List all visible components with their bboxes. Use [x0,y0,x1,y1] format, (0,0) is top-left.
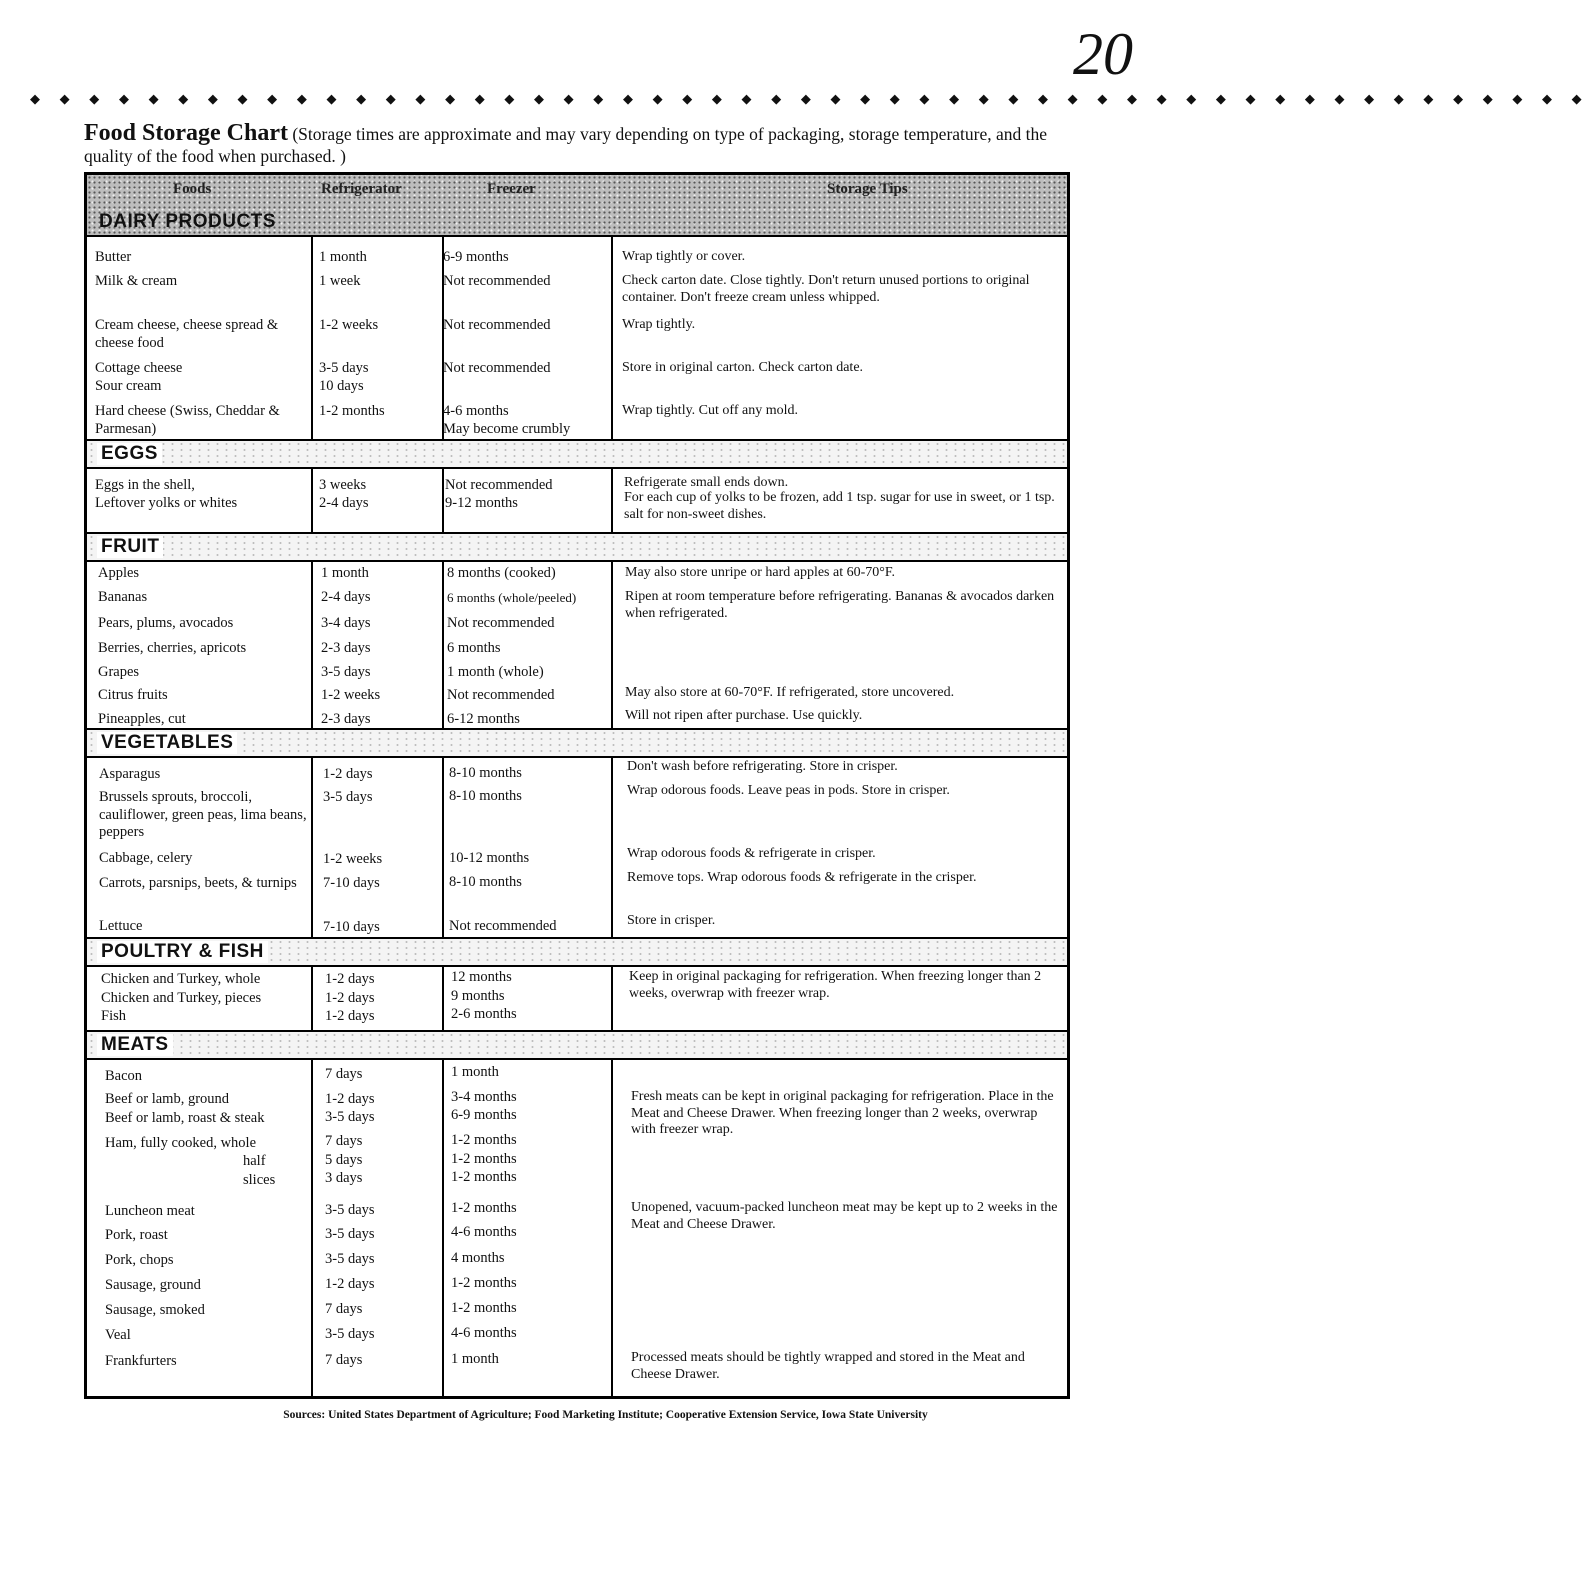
meat-food-8: Pork, chops [105,1252,174,1268]
eggs-fridge-0: 3 weeks [319,477,367,493]
dairy-fridge-5: 1-2 months [319,403,385,419]
dairy-freezer-4: 4-6 months [443,403,509,419]
dairy-food-3: Cottage cheese [95,360,183,376]
fruit-food-4: Grapes [98,664,140,680]
fruit-freezer-1: 6 months (whole/peeled) [447,590,577,605]
poultry-fridge-1: 1-2 days [325,990,375,1006]
meat-fridge-11: 3-5 days [325,1326,375,1342]
meat-freezer-8: 4 months [451,1250,505,1266]
eggs-tip-1: For each cup of yolks to be frozen, add 1 tsp. sugar for use in sweet, or 1 tsp. salt for non-sweet dishes. [624,490,1055,522]
meat-food-9: Sausage, ground [105,1277,201,1293]
eggs-food-0: Eggs in the shell, [95,477,195,493]
meat-food-3: Ham, fully cooked, whole [105,1135,257,1151]
meat-fridge-1: 1-2 days [325,1091,375,1107]
meat-freezer-2: 6-9 months [451,1107,517,1123]
dairy-food-4: Sour cream [95,378,162,394]
poultry-freezer-1: 9 months [451,988,505,1004]
column-divider-3 [611,175,613,1396]
meat-food-12: Frankfurters [105,1353,177,1369]
section-bar-meats [87,1030,1067,1060]
meat-freezer-4: 1-2 months [451,1151,517,1167]
fruit-freezer-3: 6 months [447,640,501,656]
title-block [84,122,1074,167]
header-band [87,175,1067,237]
meat-tip-1: Unopened, vacuum-packed luncheon meat may be kept up to 2 weeks in the Meat and Cheese Drawer. [631,1200,1058,1232]
chart-title: Food Storage Chart [84,120,288,146]
fruit-fridge-4: 3-5 days [321,664,371,680]
eggs-food-1: Leftover yolks or whites [95,495,238,511]
meat-freezer-9: 1-2 months [451,1275,517,1291]
veg-tip-3: Remove tops. Wrap odorous foods & refrigerate in the crisper. [627,870,977,885]
dairy-food-5: Hard cheese (Swiss, Cheddar & Parmesan) [95,403,280,437]
meat-food-6: Luncheon meat [105,1203,195,1219]
meat-fridge-4: 5 days [325,1152,363,1168]
veg-food-4: Lettuce [99,918,143,934]
fruit-fridge-0: 1 month [321,565,369,581]
veg-freezer-4: Not recommended [449,918,557,934]
veg-food-3: Carrots, parsnips, beets, & turnips [99,875,297,891]
fruit-fridge-3: 2-3 days [321,640,371,656]
meat-fridge-8: 3-5 days [325,1251,375,1267]
meat-food-2: Beef or lamb, roast & steak [105,1110,265,1126]
fruit-fridge-2: 3-4 days [321,615,371,631]
page-number: 20 [1073,21,1133,87]
fruit-food-3: Berries, cherries, apricots [98,640,247,656]
dairy-fridge-2: 1-2 weeks [319,317,379,333]
fruit-fridge-1: 2-4 days [321,589,371,605]
fruit-food-0: Apples [98,565,140,581]
veg-fridge-1: 3-5 days [323,789,373,805]
dairy-tip-3: Store in original carton. Check carton date. [622,360,864,375]
poultry-food-1: Chicken and Turkey, pieces [101,990,262,1006]
section-label-meats: MEATS [97,1034,173,1056]
fruit-tip-2: May also store at 60-70°F. If refrigerated, store uncovered. [625,685,955,700]
fruit-food-2: Pears, plums, avocados [98,615,234,631]
meat-fridge-12: 7 days [325,1352,363,1368]
meat-food-4: half [243,1153,266,1169]
veg-freezer-2: 10-12 months [449,850,530,866]
poultry-tip-0: Keep in original packaging for refrigeration. When freezing longer than 2 weeks, overwrap with freezer wrap. [629,969,1042,1001]
column-divider-2 [442,175,444,1396]
fruit-tip-0: May also store unripe or hard apples at 60-70°F. [625,565,896,580]
meat-fridge-5: 3 days [325,1170,363,1186]
meat-fridge-2: 3-5 days [325,1109,375,1125]
veg-food-1: Brussels sprouts, broccoli, cauliflower, green peas, lima beans, peppers [99,789,307,840]
meat-freezer-10: 1-2 months [451,1300,517,1316]
veg-freezer-0: 8-10 months [449,765,522,781]
veg-food-0: Asparagus [99,766,161,782]
dairy-tip-4: Wrap tightly. Cut off any mold. [622,403,798,418]
dairy-freezer-2: Not recommended [443,317,551,333]
fruit-tip-1: Ripen at room temperature before refrigerating. Bananas & avocados darken when refrigerated. [625,589,1055,621]
dairy-tip-2: Wrap tightly. [622,317,696,332]
meat-food-5: slices [243,1172,276,1188]
veg-freezer-3: 8-10 months [449,874,522,890]
veg-fridge-0: 1-2 days [323,766,373,782]
meat-tip-2: Processed meats should be tightly wrapped and stored in the Meat and Cheese Drawer. [631,1350,1025,1382]
chart-subtitle: (Storage times are approximate and may vary depending on type of packaging, storage temperature, and the quality of the food when purchased. ) [84,124,1048,166]
meat-freezer-1: 3-4 months [451,1089,517,1105]
eggs-freezer-1: 9-12 months [445,495,518,511]
poultry-freezer-0: 12 months [451,969,512,985]
fruit-freezer-6: 6-12 months [447,711,520,727]
dairy-freezer-1: Not recommended [443,273,551,289]
section-bar-fruit [87,532,1067,562]
fruit-freezer-0: 8 months (cooked) [447,565,556,581]
header-freezer: Freezer [487,181,536,197]
meat-food-10: Sausage, smoked [105,1302,205,1318]
poultry-fridge-2: 1-2 days [325,1008,375,1024]
meat-food-1: Beef or lamb, ground [105,1091,230,1107]
header-foods: Foods [173,181,212,197]
dairy-tip-1: Check carton date. Close tightly. Don't return unused portions to original container. Don't freeze cream unless whipped. [622,273,1030,305]
column-divider-1 [311,175,313,1396]
meat-fridge-7: 3-5 days [325,1226,375,1242]
meat-freezer-3: 1-2 months [451,1132,517,1148]
header-refrigerator: Refrigerator [321,181,402,197]
fruit-food-6: Pineapples, cut [98,711,186,727]
veg-tip-4: Store in crisper. [627,913,716,928]
meat-fridge-6: 3-5 days [325,1202,375,1218]
meat-fridge-9: 1-2 days [325,1276,375,1292]
meat-food-7: Pork, roast [105,1227,168,1243]
veg-tip-0: Don't wash before refrigerating. Store in crisper. [627,759,898,774]
veg-tip-1: Wrap odorous foods. Leave peas in pods. Store in crisper. [627,783,950,798]
header-storage-tips: Storage Tips [827,181,908,197]
section-label-poultry: POULTRY & FISH [97,941,268,963]
veg-fridge-2: 1-2 weeks [323,851,383,867]
meat-food-11: Veal [105,1327,131,1343]
dairy-freezer-3: Not recommended [443,360,551,376]
dairy-freezer-0: 6-9 months [443,249,509,265]
dairy-food-1: Milk & cream [95,273,178,289]
fruit-food-5: Citrus fruits [98,687,168,703]
dairy-food-0: Butter [95,249,132,265]
veg-tip-2: Wrap odorous foods & refrigerate in crisper. [627,846,876,861]
fruit-freezer-5: Not recommended [447,687,555,703]
fruit-tip-3: Will not ripen after purchase. Use quickly. [625,708,863,723]
fruit-freezer-2: Not recommended [447,615,555,631]
section-label-eggs: EGGS [97,443,162,465]
section-bar-eggs [87,439,1067,469]
meat-fridge-0: 7 days [325,1066,363,1082]
fruit-freezer-4: 1 month (whole) [447,664,544,680]
veg-food-2: Cabbage, celery [99,850,193,866]
eggs-fridge-1: 2-4 days [319,495,369,511]
meat-fridge-10: 7 days [325,1301,363,1317]
section-bar-vegetables [87,728,1067,758]
section-label-vegetables: VEGETABLES [97,732,237,754]
fruit-fridge-6: 2-3 days [321,711,371,727]
meat-freezer-5: 1-2 months [451,1169,517,1185]
veg-fridge-4: 7-10 days [323,919,380,935]
meat-freezer-0: 1 month [451,1064,499,1080]
dairy-tip-0: Wrap tightly or cover. [622,249,746,264]
meat-freezer-11: 4-6 months [451,1325,517,1341]
meat-tip-0: Fresh meats can be kept in original packaging for refrigeration. Place in the Meat and Cheese Drawer. When freezing longer than 2 weeks, overwrap with freezer wrap. [631,1089,1054,1137]
veg-freezer-1: 8-10 months [449,788,522,804]
dairy-freezer-5: May become crumbly [443,421,571,437]
meat-freezer-6: 1-2 months [451,1200,517,1216]
poultry-fridge-0: 1-2 days [325,971,375,987]
meat-freezer-7: 4-6 months [451,1224,517,1240]
poultry-freezer-2: 2-6 months [451,1006,517,1022]
fruit-fridge-5: 1-2 weeks [321,687,381,703]
food-storage-chart [84,172,1070,1399]
section-label-dairy: DAIRY PRODUCTS [99,211,276,232]
meat-food-0: Bacon [105,1068,143,1084]
dairy-fridge-3: 3-5 days [319,360,369,376]
meat-fridge-3: 7 days [325,1133,363,1149]
section-label-fruit: FRUIT [97,536,163,558]
fruit-food-1: Bananas [98,589,148,605]
eggs-tip-0: Refrigerate small ends down. [624,475,789,490]
dairy-fridge-0: 1 month [319,249,367,265]
sources-note: Sources: United States Department of Agriculture; Food Marketing Institute; Cooperative Extension Service, Iowa State University [283,1409,928,1421]
poultry-food-0: Chicken and Turkey, whole [101,971,261,987]
diamond-divider: ◆ ◆ ◆ ◆ ◆ ◆ ◆ ◆ ◆ ◆ ◆ ◆ ◆ ◆ ◆ ◆ ◆ ◆ ◆ ◆ ◆ ◆ ◆ ◆ ◆ ◆ ◆ ◆ ◆ ◆ ◆ ◆ ◆ ◆ ◆ ◆ ◆ ◆ ◆ ◆ ◆ ◆ ◆ ◆ ◆ ◆ ◆ ◆ ◆ ◆ ◆ ◆ ◆ [30,91,1590,106]
meat-freezer-12: 1 month [451,1351,499,1367]
veg-fridge-3: 7-10 days [323,875,380,891]
section-bar-poultry [87,937,1067,967]
dairy-fridge-1: 1 week [319,273,361,289]
dairy-fridge-4: 10 days [319,378,364,394]
eggs-freezer-0: Not recommended [445,477,553,493]
poultry-food-2: Fish [101,1008,126,1024]
dairy-food-2: Cream cheese, cheese spread & cheese food [95,317,279,351]
